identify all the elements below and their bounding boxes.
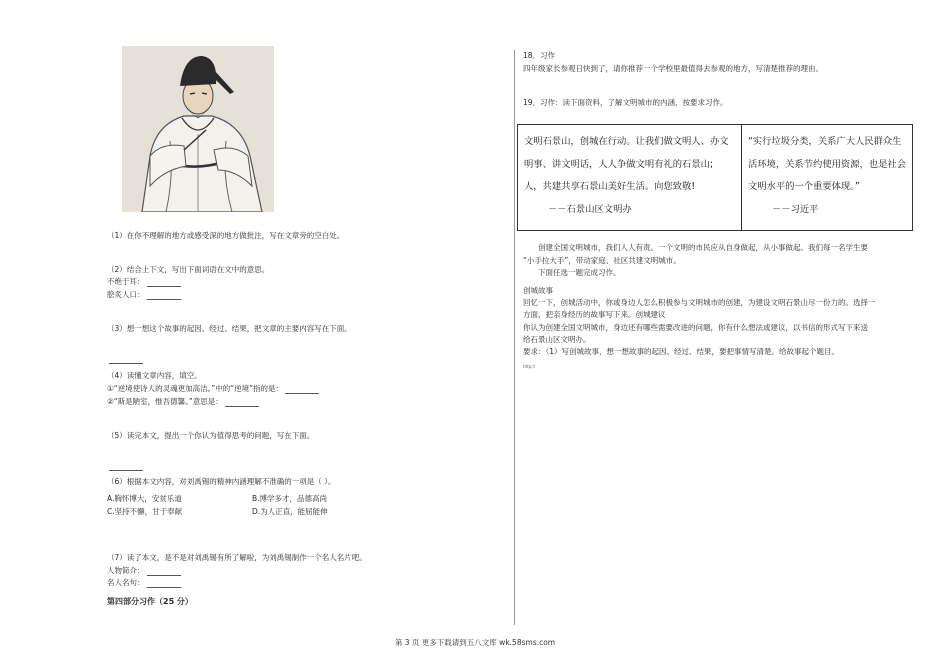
quote-right-line-3: 文明水平的一个重要体现。” bbox=[747, 181, 860, 192]
advice-text-2: 给石景山区文明办。 bbox=[523, 335, 591, 344]
answer-blank-question-3[interactable] bbox=[107, 345, 143, 364]
quote-left-line-3: 人，共建共享石景山美好生活。向您致敬! bbox=[524, 181, 696, 192]
paragraph-1: 创建全国文明城市，我们人人有责。一个文明的市民应从自身做起，从小事做起。我们每一名学生要 bbox=[538, 243, 868, 252]
option-a[interactable]: A.胸怀博大，安贫乐道 bbox=[107, 494, 182, 503]
question-7-label-1: 人物简介： bbox=[107, 566, 145, 575]
question-7-label-2: 名人名句： bbox=[107, 578, 145, 587]
question-7-line-2 bbox=[107, 578, 181, 588]
question-2-stem: （2）结合上下文，写出下面词语在文中的意思。 bbox=[107, 265, 270, 274]
quote-left-signature: －－石景山区文明办 bbox=[548, 203, 632, 215]
question-2-label-1: 不绝于耳： bbox=[107, 277, 145, 286]
question-7-stem: （7）读了本文，是不是对刘禹锡有所了解啦，为刘禹锡制作一个名人名片吧。 bbox=[107, 553, 367, 562]
question-4-label-1: ①“逆境使诗人的灵魂更加高洁。”中的“逆境”指的是： bbox=[107, 384, 284, 393]
quote-right-line-1: “实行垃圾分类，关系广大人民群众生 bbox=[747, 136, 902, 147]
question-1: （1）在你不理解的地方或感受深的地方做批注，写在文章旁的空白处。 bbox=[107, 231, 345, 240]
paragraph-2: “小手拉大手”，带动家庭、社区共建文明城市。 bbox=[523, 256, 681, 265]
answer-blank[interactable] bbox=[147, 567, 181, 576]
column-divider bbox=[514, 50, 515, 625]
answer-blank[interactable] bbox=[225, 398, 259, 407]
quote-cell-right bbox=[741, 125, 912, 231]
portrait-illustration bbox=[122, 46, 274, 212]
tiny-link: http:// bbox=[523, 364, 536, 369]
quote-table bbox=[517, 124, 913, 231]
answer-blank[interactable] bbox=[147, 579, 181, 588]
option-b[interactable]: B.博学多才，品德高尚 bbox=[252, 494, 328, 503]
story-title: 创城故事 bbox=[523, 286, 553, 295]
question-4-line-1 bbox=[107, 384, 319, 394]
question-6-stem: （6）根据本文内容，对刘禹锡的精神内涵理解不准确的一项是（ ）。 bbox=[107, 477, 336, 486]
quote-left-line-2: 明事、讲文明话，人人争做文明有礼的石景山; bbox=[524, 158, 714, 170]
question-4-stem: （4）读懂文章内容，填空。 bbox=[107, 371, 202, 380]
question-5: （5）读完本文，提出一个你认为值得思考的问题，写在下面。 bbox=[107, 431, 315, 440]
quote-cell-left bbox=[518, 125, 742, 231]
question-3: （3）想一想这个故事的起因、经过、结果，把文章的主要内容写在下面。 bbox=[107, 324, 352, 333]
question-2-label-2: 脍炙人口： bbox=[107, 290, 145, 299]
answer-blank[interactable] bbox=[147, 291, 181, 300]
story-text-2: 方面，把亲身经历的故事写下来。创城建议 bbox=[523, 310, 666, 319]
question-2-line-2 bbox=[107, 290, 181, 300]
quote-left-line-1: 文明石景山，创城在行动。让我们做文明人、办文 bbox=[524, 136, 729, 147]
quote-right-signature: －－习近平 bbox=[771, 203, 819, 215]
quote-right-line-2: 活环境，关系节约使用资源，也是社会 bbox=[747, 158, 906, 170]
story-text-1: 回忆一下，创城活动中，你或身边人怎么积极参与文明城市的创建，为建设文明石景山尽一份力的。选择一 bbox=[523, 298, 876, 307]
question-18-text: 四年级家长参观日快到了，请你推荐一个学校里最值得去参观的地方，写清楚推荐的理由。 bbox=[523, 64, 823, 73]
answer-blank[interactable] bbox=[285, 385, 319, 394]
question-4-label-2: ②“斯是陋室，惟吾德馨。”意思是： bbox=[107, 397, 223, 406]
section-title: 第四部分习作（25 分） bbox=[107, 597, 193, 606]
option-d[interactable]: D.为人正直，能屈能伸 bbox=[252, 507, 328, 516]
answer-blank-question-5[interactable] bbox=[107, 452, 143, 471]
advice-text-1: 你认为创建全国文明城市，身边还有哪些需要改进的问题，你有什么想法或建议，以书信的形式写下来送 bbox=[523, 323, 868, 332]
option-c[interactable]: C.坚持不懈，甘于奉献 bbox=[107, 507, 183, 516]
question-4-line-2 bbox=[107, 397, 259, 407]
paragraph-3: 下面任选一题完成习作。 bbox=[538, 268, 621, 277]
answer-blank[interactable] bbox=[147, 278, 181, 287]
page-footer: 第 3 页 更多下载请到五八文库 wk.58sms.com bbox=[394, 638, 556, 647]
question-2-line-1 bbox=[107, 277, 181, 287]
question-18-title: 18．习作 bbox=[523, 51, 556, 60]
question-19-title: 19．习作：读下面资料，了解文明城市的内涵，按要求习作。 bbox=[523, 98, 728, 107]
requirements: 要求：（1）写创城故事，想一想故事的起因、经过、结果，要把事情写清楚。给故事起个题目。 bbox=[523, 347, 840, 356]
question-7-line-1 bbox=[107, 566, 181, 576]
